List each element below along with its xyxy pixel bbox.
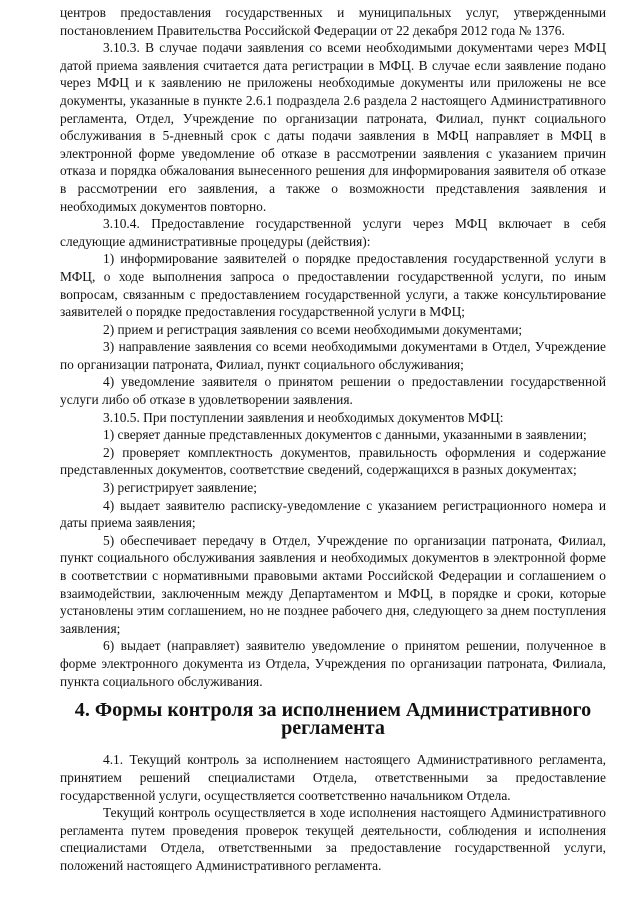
- list-item-3-10-4-3: 3) направление заявления со всеми необходимыми документами в Отдел, Учреждение по организации патроната, Филиал, пункт социального обслуживания;: [60, 339, 606, 372]
- paragraph-continuation: центров предоставления государственных и муниципальных услуг, утвержденными постановлением Правительства Российской Федерации от 22 декабря 2012 года № 1376.: [60, 5, 606, 38]
- section-heading: 4. Формы контроля за исполнением Административного регламента: [74, 699, 592, 739]
- paragraph-3-10-3: 3.10.3. В случае подачи заявления со всеми необходимыми документами через МФЦ датой приема заявления считается дата регистрации в МФЦ. В случае если заявление подано через МФЦ и к заявлению не приложены необходимые документы или приложены не все документы, указанные в пункте 2.6.1 подраздела 2.6 раздела 2 настоящего Административного регламента, Отдел, Учреждение по организации патроната, Филиал, пункт социального обслуживания в 5-дневный срок с даты подачи заявления в МФЦ направляет в МФЦ в электронной форме уведомление об отказе в рассмотрении заявления с указанием причин отказа и порядка обжалования вынесенного решения для информирования заявителя об отказе в рассмотрении его заявления, а также о возможности представления заявления и необходимых документов повторно.: [60, 40, 606, 214]
- list-item-3-10-5-6: 6) выдает (направляет) заявителю уведомление о принятом решении, полученное в форме электронного документа из Отдела, Учреждения по организации патроната, Филиала, пункта социального обслуживания.: [60, 638, 606, 689]
- list-item-3-10-4-2: 2) прием и регистрация заявления со всеми необходимыми документами;: [103, 321, 523, 337]
- list-item-3-10-4-4: 4) уведомление заявителя о принятом решении о предоставлении государственной услуги либо об отказе в удовлетворении заявления.: [60, 374, 606, 408]
- list-item-3-10-5-4: 4) выдает заявителю расписку-уведомление с указанием регистрационного номера и даты приема заявления;: [60, 497, 606, 531]
- paragraph-current-control: Текущий контроль осуществляется в ходе исполнения настоящего Административного регламента путем проведения проверок текущей деятельности, соблюдения и исполнения специалистами Отдела, ответственными за предоставление государственной услуги, положений настоящего Административного регламента.: [60, 805, 606, 873]
- list-item-3-10-5-1: 1) сверяет данные представленных документов с данными, указанными в заявлении;: [103, 427, 587, 443]
- paragraph-3-10-4: 3.10.4. Предоставление государственной услуги через МФЦ включает в себя следующие административные процедуры (действия):: [60, 216, 606, 249]
- list-item-3-10-5-2: 2) проверяет комплектность документов, правильность оформления и содержание представленных документов, соответствие сведений, содержащихся в разных документах;: [60, 444, 606, 478]
- paragraphs-bottom: [60, 751, 606, 874]
- paragraph-4-1: 4.1. Текущий контроль за исполнением настоящего Административного регламента, принятием решений специалистами Отдела, ответственными за предоставление государственной услуги, осуществляется соответственно начальником Отдела.: [60, 752, 606, 803]
- paragraph-3-10-5: 3.10.5. При поступлении заявления и необходимых документов МФЦ:: [103, 409, 504, 425]
- list-item-3-10-5-5: 5) обеспечивает передачу в Отдел, Учреждение по организации патроната, Филиал, пункт социального обслуживания заявления и необходимых документов в электронной форме в соответствии с нормативными правовыми актами Российской Федерации и соглашением о взаимодействии, заключенным между Департаментом и МФЦ, в порядке и сроки, которые установлены этим соглашением, но не позднее рабочего дня, следующего за днем поступления заявления;: [60, 532, 606, 636]
- list-item-3-10-4-1: 1) информирование заявителей о порядке предоставления государственной услуги в МФЦ, о ходе выполнения запроса о предоставлении государственной услуги, по иным вопросам, связанным с предоставлением государственной услуги, а также консультирование заявителей о порядке предоставления государственной услуги в МФЦ;: [60, 251, 606, 320]
- paragraphs-top: [60, 4, 606, 690]
- list-item-3-10-5-3: 3) регистрирует заявление;: [103, 480, 257, 496]
